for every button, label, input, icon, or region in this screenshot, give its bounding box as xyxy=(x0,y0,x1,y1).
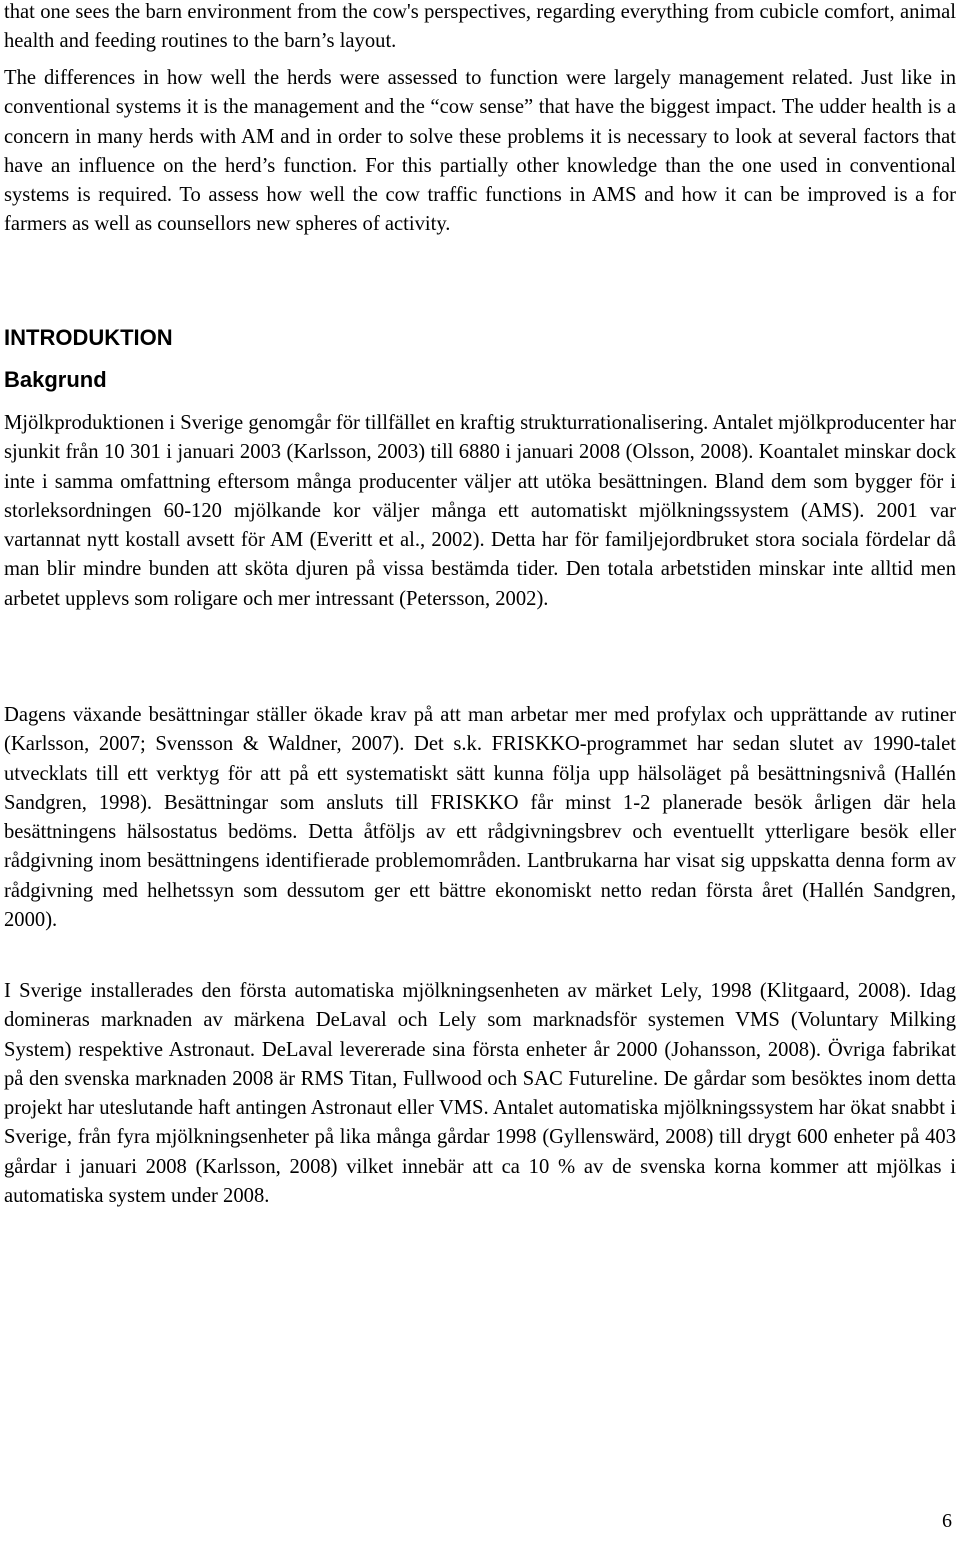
page-number: 6 xyxy=(942,1510,952,1532)
subsection-heading: Bakgrund xyxy=(4,367,107,392)
paragraph-background-friskko: Dagens växande besättningar ställer ökade krav på att man arbetar mer med profylax och upprättande av rutiner (Karlsson, 2007; Svensson & Waldner, 2007). Det s.k. FRISKKO-programmet har sedan slutet av 1990-talet utvecklats till ett verktyg för att på ett systematiskt sätt kunna följa upp hälsoläget på besättningsnivå (Hallén Sandgren, 1998). Besättningar som ansluts till FRISKKO får minst 1-2 planerade besök årligen där hela besättningens hälsostatus bedöms. Detta åtföljs av ett rådgivningsbrev och eventuellt ytterligare besök eller rådgivning inom besättningens identifierade problemområden. Lantbrukarna har visat sig uppskatta denna form av rådgivning med helhetssyn som dessutom ger ett bättre ekonomiskt netto redan första året (Hallén Sandgren, 2000). xyxy=(4,704,956,932)
paragraph-continuation: that one sees the barn environment from the cow's perspectives, regarding everything from cubicle comfort, animal health and feeding routines to the barn’s layout. xyxy=(4,1,956,53)
section-heading: INTRODUKTION xyxy=(4,325,173,350)
paragraph-management-differences: The differences in how well the herds were assessed to function were largely management related. Just like in conventional systems it is the management and the “cow sense” that have the biggest impact. The udder health is a concern in many herds with AM and in order to solve these problems it is necessary to look at several factors that have an influence on the herd’s function. For this partially other knowledge than the one used in conventional systems is required. To assess how well the cow traffic functions in AMS and how it can be improved is a for farmers as well as counsellors new spheres of activity. xyxy=(4,67,956,236)
paragraph-background-milk-production: Mjölkproduktionen i Sverige genomgår för tillfället en kraftig strukturrationalisering. Antalet mjölkproducenter har sjunkit från 10 301 i januari 2003 (Karlsson, 2003) till 6880 i januari 2008 (Olsson, 2008). Koantalet minskar dock inte i samma omfattning eftersom många producenter väljer att utöka besättningen. Bland dem som bygger för i storleksordningen 60-120 mjölkande kor väljer många ett automatiskt mjölkningssystem (AMS). 2001 var vartannat nytt kostall avsett för AM (Everitt et al., 2002). Detta har för familjejordbruket stora sociala fördelar då man blir mindre bunden att sköta djuren på vissa bestämda tider. Den totala arbetstiden minskar inte alltid men arbetet upplevs som roligare och mer intressant (Petersson, 2002). xyxy=(4,412,956,610)
paragraph-background-ams-sweden: I Sverige installerades den första automatiska mjölkningsenheten av märket Lely, 1998 (Klitgaard, 2008). Idag domineras marknaden av märkena DeLaval och Lely som marknadsför systemen VMS (Voluntary Milking System) respektive Astronaut. DeLaval levererade sina första enheter år 2000 (Johansson, 2008). Övriga fabrikat på den svenska marknaden 2008 är RMS Titan, Fullwood och SAC Futureline. De gårdar som besöktes inom detta projekt har uteslutande haft antingen Astronaut eller VMS. Antalet automatiska mjölkningssystem har ökat snabbt i Sverige, från fyra mjölkningsenheter på lika många gårdar 1998 (Gyllenswärd, 2008) till drygt 600 enheter på 403 gårdar i januari 2008 (Karlsson, 2008) vilket innebär att ca 10 % av de svenska korna kommer att mjölkas i automatiska system under 2008. xyxy=(4,980,956,1208)
